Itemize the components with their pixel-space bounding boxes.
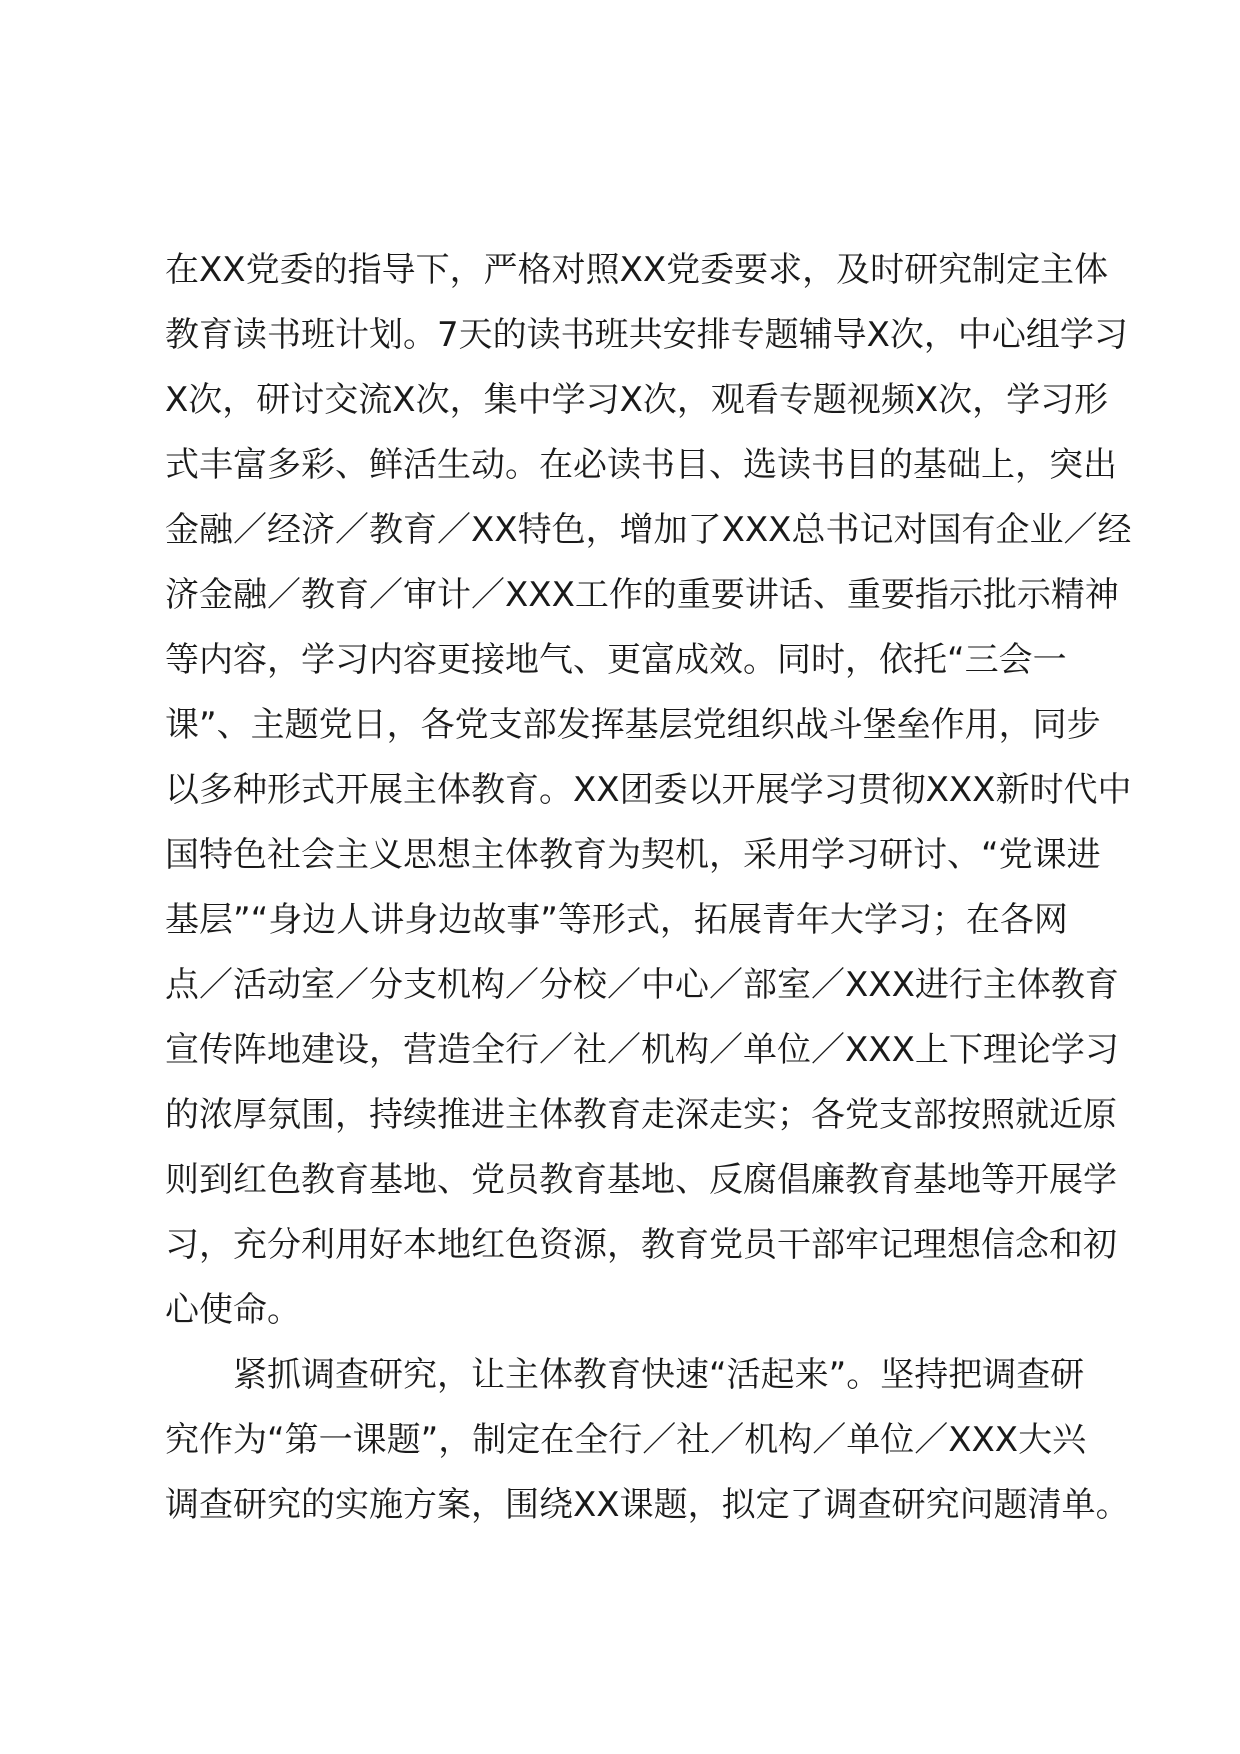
text-line: 的浓厚氛围，持续推进主体教育走深走实；各党支部按照就近原 [165,1095,1117,1135]
text-line: 教育读书班计划。7天的读书班共安排专题辅导X次，中心组学习 [165,315,1128,355]
document-body [165,238,1132,1538]
text-line: 等内容，学习内容更接地气、更富成效。同时，依托“三会一 [165,640,1067,680]
text-line: 点／活动室／分支机构／分校／中心／部室／XXX进行主体教育 [165,965,1119,1005]
text-line: 习，充分利用好本地红色资源，教育党员干部牢记理想信念和初 [165,1225,1117,1265]
text-line: 在XX党委的指导下，严格对照XX党委要求，及时研究制定主体 [165,250,1109,290]
text-line: 国特色社会主义思想主体教育为契机，采用学习研讨、“党课进 [165,835,1101,875]
text-line: 济金融／教育／审计／XXX工作的重要讲话、重要指示批示精神 [165,575,1119,615]
text-line: 究作为“第一课题”，制定在全行／社／机构／单位／XXX大兴 [165,1420,1087,1460]
text-line: 宣传阵地建设，营造全行／社／机构／单位／XXX上下理论学习 [165,1030,1119,1070]
text-line: 基层”“身边人讲身边故事”等形式，拓展青年大学习；在各网 [165,900,1068,940]
paragraph-start-line: 紧抓调查研究，让主体教育快速“活起来”。坚持把调查研 [233,1355,1085,1395]
text-line: 则到红色教育基地、党员教育基地、反腐倡廉教育基地等开展学 [165,1160,1117,1200]
text-line: 式丰富多彩、鲜活生动。在必读书目、选读书目的基础上，突出 [165,445,1117,485]
text-line: 金融／经济／教育／XX特色，增加了XXX总书记对国有企业／经 [165,510,1132,550]
text-line: 课”、主题党日，各党支部发挥基层党组织战斗堡垒作用，同步 [165,705,1101,745]
text-line: X次，研讨交流X次，集中学习X次，观看专题视频X次，学习形 [165,380,1109,420]
text-line: 调查研究的实施方案，围绕XX课题，拟定了调查研究问题清单。 [165,1485,1130,1525]
text-line: 心使命。 [165,1290,301,1330]
text-line: 以多种形式开展主体教育。XX团委以开展学习贯彻XXX新时代中 [165,770,1132,810]
